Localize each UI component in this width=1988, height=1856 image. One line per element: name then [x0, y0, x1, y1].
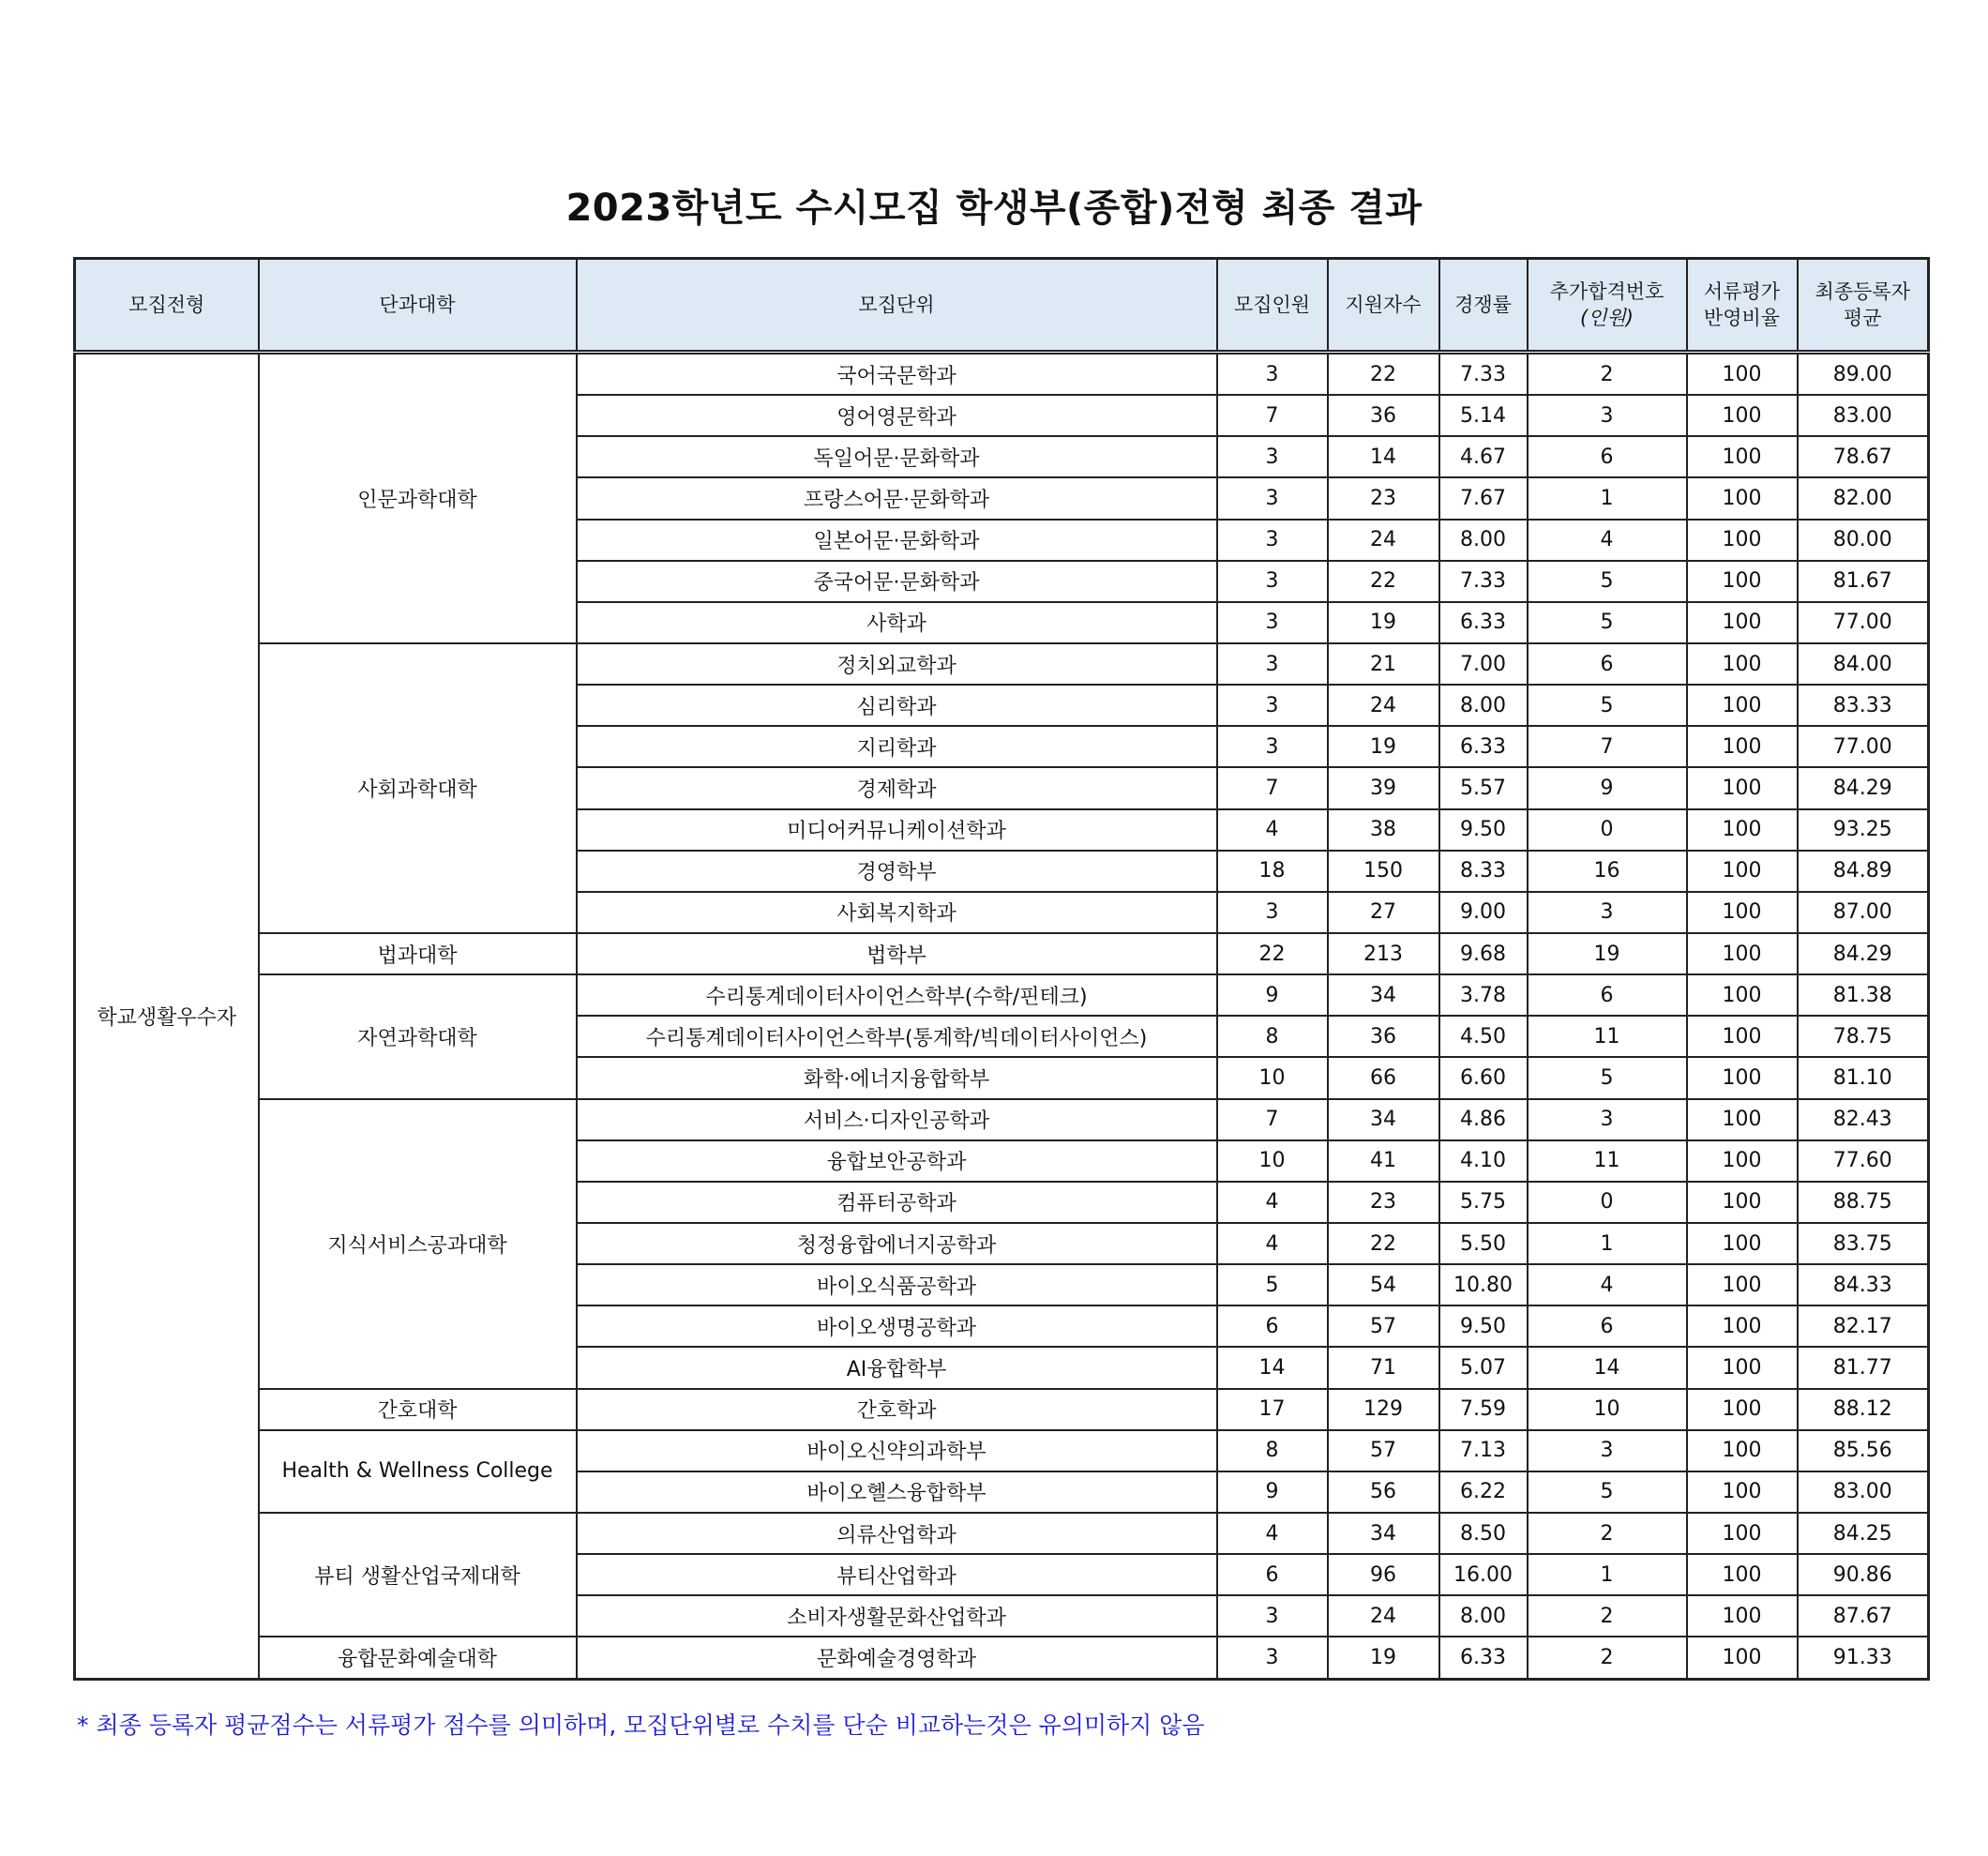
header-ratio: 경쟁률	[1439, 259, 1528, 353]
waitlist-cell: 0	[1528, 809, 1687, 851]
ratio-cell: 8.50	[1439, 1513, 1528, 1554]
applicants-cell: 27	[1328, 892, 1439, 933]
unit-cell: 바이오생명공학과	[577, 1305, 1217, 1347]
quota-cell: 8	[1217, 1430, 1328, 1471]
unit-cell: 뷰티산업학과	[577, 1554, 1217, 1595]
applicants-cell: 56	[1328, 1471, 1439, 1513]
ratio-cell: 6.33	[1439, 602, 1528, 643]
quota-cell: 4	[1217, 1223, 1328, 1264]
quota-cell: 5	[1217, 1264, 1328, 1305]
quota-cell: 6	[1217, 1305, 1328, 1347]
footnote: * 최종 등록자 평균점수는 서류평가 점수를 의미하며, 모집단위별로 수치를 단순 비교하는것은 유의미하지 않음	[77, 1712, 1205, 1739]
unit-cell: 바이오식품공학과	[577, 1264, 1217, 1305]
unit-cell: 수리통계데이터사이언스학부(통계학/빅데이터사이언스)	[577, 1016, 1217, 1057]
header-doc-weight-line2: 반영비율	[1703, 307, 1781, 329]
applicants-cell: 23	[1328, 1182, 1439, 1223]
header-unit: 모집단위	[577, 259, 1217, 353]
quota-cell: 9	[1217, 974, 1328, 1016]
waitlist-cell: 19	[1528, 933, 1687, 974]
doc-weight-cell: 100	[1687, 1637, 1798, 1679]
applicants-cell: 66	[1328, 1057, 1439, 1098]
unit-cell: 정치외교학과	[577, 643, 1217, 685]
unit-cell: 경영학부	[577, 851, 1217, 892]
doc-weight-cell: 100	[1687, 395, 1798, 436]
waitlist-cell: 5	[1528, 1057, 1687, 1098]
quota-cell: 3	[1217, 520, 1328, 561]
applicants-cell: 41	[1328, 1140, 1439, 1182]
applicants-cell: 19	[1328, 1637, 1439, 1679]
unit-cell: 중국어문·문화학과	[577, 561, 1217, 602]
unit-cell: 화학·에너지융합학부	[577, 1057, 1217, 1098]
waitlist-cell: 11	[1528, 1016, 1687, 1057]
college-cell: 간호대학	[259, 1389, 577, 1430]
applicants-cell: 57	[1328, 1305, 1439, 1347]
doc-weight-cell: 100	[1687, 602, 1798, 643]
applicants-cell: 34	[1328, 1099, 1439, 1140]
ratio-cell: 6.33	[1439, 1637, 1528, 1679]
quota-cell: 3	[1217, 436, 1328, 477]
quota-cell: 4	[1217, 1513, 1328, 1554]
average-cell: 87.67	[1798, 1595, 1929, 1637]
applicants-cell: 213	[1328, 933, 1439, 974]
quota-cell: 3	[1217, 726, 1328, 767]
applicants-cell: 23	[1328, 477, 1439, 519]
applicants-cell: 19	[1328, 726, 1439, 767]
average-cell: 81.77	[1798, 1347, 1929, 1388]
doc-weight-cell: 100	[1687, 477, 1798, 519]
doc-weight-cell: 100	[1687, 1471, 1798, 1513]
doc-weight-cell: 100	[1687, 1430, 1798, 1471]
table-row	[75, 643, 1929, 685]
waitlist-cell: 11	[1528, 1140, 1687, 1182]
average-cell: 85.56	[1798, 1430, 1929, 1471]
waitlist-cell: 0	[1528, 1182, 1687, 1223]
quota-cell: 7	[1217, 767, 1328, 808]
doc-weight-cell: 100	[1687, 353, 1798, 396]
ratio-cell: 6.60	[1439, 1057, 1528, 1098]
college-cell: 자연과학대학	[259, 974, 577, 1098]
unit-cell: AI융합학부	[577, 1347, 1217, 1388]
applicants-cell: 34	[1328, 974, 1439, 1016]
ratio-cell: 4.50	[1439, 1016, 1528, 1057]
doc-weight-cell: 100	[1687, 1554, 1798, 1595]
header-track: 모집전형	[75, 259, 259, 353]
header-average-line2: 평균	[1843, 307, 1882, 329]
average-cell: 90.86	[1798, 1554, 1929, 1595]
unit-cell: 컴퓨터공학과	[577, 1182, 1217, 1223]
applicants-cell: 150	[1328, 851, 1439, 892]
average-cell: 82.43	[1798, 1099, 1929, 1140]
header-waitlist	[1528, 259, 1687, 353]
waitlist-cell: 2	[1528, 1595, 1687, 1637]
waitlist-cell: 10	[1528, 1389, 1687, 1430]
ratio-cell: 5.50	[1439, 1223, 1528, 1264]
table-row	[75, 353, 1929, 396]
unit-cell: 법학부	[577, 933, 1217, 974]
applicants-cell: 34	[1328, 1513, 1439, 1554]
doc-weight-cell: 100	[1687, 1264, 1798, 1305]
doc-weight-cell: 100	[1687, 1182, 1798, 1223]
average-cell: 78.75	[1798, 1016, 1929, 1057]
doc-weight-cell: 100	[1687, 1223, 1798, 1264]
average-cell: 82.00	[1798, 477, 1929, 519]
ratio-cell: 7.33	[1439, 353, 1528, 396]
quota-cell: 3	[1217, 477, 1328, 519]
ratio-cell: 5.14	[1439, 395, 1528, 436]
average-cell: 81.38	[1798, 974, 1929, 1016]
waitlist-cell: 3	[1528, 1430, 1687, 1471]
applicants-cell: 57	[1328, 1430, 1439, 1471]
ratio-cell: 4.67	[1439, 436, 1528, 477]
table-row	[75, 933, 1929, 974]
ratio-cell: 8.00	[1439, 1595, 1528, 1637]
ratio-cell: 7.00	[1439, 643, 1528, 685]
quota-cell: 9	[1217, 1471, 1328, 1513]
quota-cell: 8	[1217, 1016, 1328, 1057]
doc-weight-cell: 100	[1687, 436, 1798, 477]
doc-weight-cell: 100	[1687, 892, 1798, 933]
applicants-cell: 38	[1328, 809, 1439, 851]
waitlist-cell: 6	[1528, 974, 1687, 1016]
unit-cell: 경제학과	[577, 767, 1217, 808]
waitlist-cell: 6	[1528, 1305, 1687, 1347]
ratio-cell: 5.57	[1439, 767, 1528, 808]
table-row	[75, 1637, 1929, 1679]
applicants-cell: 22	[1328, 561, 1439, 602]
applicants-cell: 54	[1328, 1264, 1439, 1305]
applicants-cell: 21	[1328, 643, 1439, 685]
average-cell: 83.00	[1798, 1471, 1929, 1513]
waitlist-cell: 5	[1528, 602, 1687, 643]
applicants-cell: 129	[1328, 1389, 1439, 1430]
waitlist-cell: 3	[1528, 892, 1687, 933]
average-cell: 89.00	[1798, 353, 1929, 396]
quota-cell: 17	[1217, 1389, 1328, 1430]
average-cell: 84.89	[1798, 851, 1929, 892]
ratio-cell: 7.67	[1439, 477, 1528, 519]
doc-weight-cell: 100	[1687, 851, 1798, 892]
applicants-cell: 96	[1328, 1554, 1439, 1595]
unit-cell: 미디어커뮤니케이션학과	[577, 809, 1217, 851]
quota-cell: 3	[1217, 892, 1328, 933]
quota-cell: 14	[1217, 1347, 1328, 1388]
unit-cell: 서비스·디자인공학과	[577, 1099, 1217, 1140]
average-cell: 83.00	[1798, 395, 1929, 436]
ratio-cell: 5.07	[1439, 1347, 1528, 1388]
header-doc-weight-line1: 서류평가	[1703, 279, 1781, 303]
quota-cell: 10	[1217, 1140, 1328, 1182]
doc-weight-cell: 100	[1687, 1347, 1798, 1388]
waitlist-cell: 2	[1528, 1637, 1687, 1679]
doc-weight-cell: 100	[1687, 1595, 1798, 1637]
waitlist-cell: 2	[1528, 353, 1687, 396]
unit-cell: 수리통계데이터사이언스학부(수학/핀테크)	[577, 974, 1217, 1016]
unit-cell: 바이오신약의과학부	[577, 1430, 1217, 1471]
unit-cell: 심리학과	[577, 685, 1217, 726]
doc-weight-cell: 100	[1687, 974, 1798, 1016]
applicants-cell: 36	[1328, 1016, 1439, 1057]
header-average-line1: 최종등록자	[1815, 279, 1910, 303]
unit-cell: 지리학과	[577, 726, 1217, 767]
waitlist-cell: 1	[1528, 1223, 1687, 1264]
unit-cell: 일본어문·문화학과	[577, 520, 1217, 561]
quota-cell: 3	[1217, 561, 1328, 602]
waitlist-cell: 3	[1528, 1099, 1687, 1140]
college-cell: 사회과학대학	[259, 643, 577, 933]
header-average	[1798, 259, 1929, 353]
header-quota: 모집인원	[1217, 259, 1328, 353]
unit-cell: 국어국문학과	[577, 353, 1217, 396]
waitlist-cell: 4	[1528, 520, 1687, 561]
waitlist-cell: 4	[1528, 1264, 1687, 1305]
waitlist-cell: 6	[1528, 643, 1687, 685]
ratio-cell: 4.10	[1439, 1140, 1528, 1182]
page-title: 2023학년도 수시모집 학생부(종합)전형 최종 결과	[565, 187, 1423, 230]
unit-cell: 사회복지학과	[577, 892, 1217, 933]
unit-cell: 독일어문·문화학과	[577, 436, 1217, 477]
unit-cell: 프랑스어문·문화학과	[577, 477, 1217, 519]
header-waitlist-line1: 추가합격번호	[1549, 279, 1664, 303]
applicants-cell: 71	[1328, 1347, 1439, 1388]
ratio-cell: 8.00	[1439, 685, 1528, 726]
applicants-cell: 36	[1328, 395, 1439, 436]
doc-weight-cell: 100	[1687, 520, 1798, 561]
doc-weight-cell: 100	[1687, 1513, 1798, 1554]
average-cell: 83.33	[1798, 685, 1929, 726]
unit-cell: 소비자생활문화산업학과	[577, 1595, 1217, 1637]
waitlist-cell: 9	[1528, 767, 1687, 808]
ratio-cell: 8.33	[1439, 851, 1528, 892]
college-cell: 지식서비스공과대학	[259, 1099, 577, 1389]
doc-weight-cell: 100	[1687, 561, 1798, 602]
average-cell: 83.75	[1798, 1223, 1929, 1264]
unit-cell: 사학과	[577, 602, 1217, 643]
quota-cell: 3	[1217, 643, 1328, 685]
average-cell: 84.29	[1798, 767, 1929, 808]
college-cell: Health & Wellness College	[259, 1430, 577, 1513]
applicants-cell: 14	[1328, 436, 1439, 477]
average-cell: 77.60	[1798, 1140, 1929, 1182]
applicants-cell: 22	[1328, 353, 1439, 396]
waitlist-cell: 5	[1528, 685, 1687, 726]
average-cell: 77.00	[1798, 726, 1929, 767]
applicants-cell: 39	[1328, 767, 1439, 808]
doc-weight-cell: 100	[1687, 767, 1798, 808]
average-cell: 78.67	[1798, 436, 1929, 477]
waitlist-cell: 6	[1528, 436, 1687, 477]
quota-cell: 18	[1217, 851, 1328, 892]
doc-weight-cell: 100	[1687, 1140, 1798, 1182]
average-cell: 84.29	[1798, 933, 1929, 974]
ratio-cell: 7.13	[1439, 1430, 1528, 1471]
average-cell: 88.12	[1798, 1389, 1929, 1430]
college-cell: 법과대학	[259, 933, 577, 974]
unit-cell: 문화예술경영학과	[577, 1637, 1217, 1679]
quota-cell: 3	[1217, 685, 1328, 726]
average-cell: 87.00	[1798, 892, 1929, 933]
unit-cell: 영어영문학과	[577, 395, 1217, 436]
ratio-cell: 9.68	[1439, 933, 1528, 974]
waitlist-cell: 16	[1528, 851, 1687, 892]
doc-weight-cell: 100	[1687, 809, 1798, 851]
header-waitlist-line2: (인원)	[1580, 307, 1634, 329]
table-row	[75, 1099, 1929, 1140]
header-row	[75, 259, 1929, 353]
applicants-cell: 24	[1328, 685, 1439, 726]
ratio-cell: 9.50	[1439, 1305, 1528, 1347]
doc-weight-cell: 100	[1687, 643, 1798, 685]
waitlist-cell: 1	[1528, 1554, 1687, 1595]
average-cell: 88.75	[1798, 1182, 1929, 1223]
average-cell: 81.67	[1798, 561, 1929, 602]
ratio-cell: 6.22	[1439, 1471, 1528, 1513]
average-cell: 82.17	[1798, 1305, 1929, 1347]
applicants-cell: 24	[1328, 520, 1439, 561]
average-cell: 91.33	[1798, 1637, 1929, 1679]
table-row	[75, 1389, 1929, 1430]
waitlist-cell: 1	[1528, 477, 1687, 519]
waitlist-cell: 14	[1528, 1347, 1687, 1388]
ratio-cell: 7.59	[1439, 1389, 1528, 1430]
waitlist-cell: 3	[1528, 395, 1687, 436]
ratio-cell: 7.33	[1439, 561, 1528, 602]
doc-weight-cell: 100	[1687, 1389, 1798, 1430]
track-cell: 학교생활우수자	[75, 353, 259, 1680]
doc-weight-cell: 100	[1687, 1016, 1798, 1057]
waitlist-cell: 5	[1528, 561, 1687, 602]
quota-cell: 3	[1217, 1595, 1328, 1637]
quota-cell: 3	[1217, 1637, 1328, 1679]
doc-weight-cell: 100	[1687, 1057, 1798, 1098]
doc-weight-cell: 100	[1687, 933, 1798, 974]
quota-cell: 7	[1217, 395, 1328, 436]
unit-cell: 청정융합에너지공학과	[577, 1223, 1217, 1264]
waitlist-cell: 2	[1528, 1513, 1687, 1554]
average-cell: 80.00	[1798, 520, 1929, 561]
doc-weight-cell: 100	[1687, 726, 1798, 767]
quota-cell: 3	[1217, 353, 1328, 396]
results-table	[73, 257, 1930, 1681]
quota-cell: 4	[1217, 809, 1328, 851]
applicants-cell: 19	[1328, 602, 1439, 643]
ratio-cell: 6.33	[1439, 726, 1528, 767]
unit-cell: 융합보안공학과	[577, 1140, 1217, 1182]
average-cell: 77.00	[1798, 602, 1929, 643]
applicants-cell: 22	[1328, 1223, 1439, 1264]
college-cell: 인문과학대학	[259, 353, 577, 644]
quota-cell: 6	[1217, 1554, 1328, 1595]
unit-cell: 바이오헬스융합학부	[577, 1471, 1217, 1513]
ratio-cell: 4.86	[1439, 1099, 1528, 1140]
table-row	[75, 974, 1929, 1016]
average-cell: 93.25	[1798, 809, 1929, 851]
unit-cell: 의류산업학과	[577, 1513, 1217, 1554]
ratio-cell: 16.00	[1439, 1554, 1528, 1595]
ratio-cell: 9.50	[1439, 809, 1528, 851]
ratio-cell: 8.00	[1439, 520, 1528, 561]
doc-weight-cell: 100	[1687, 685, 1798, 726]
average-cell: 84.25	[1798, 1513, 1929, 1554]
ratio-cell: 3.78	[1439, 974, 1528, 1016]
header-doc-weight	[1687, 259, 1798, 353]
quota-cell: 22	[1217, 933, 1328, 974]
waitlist-cell: 5	[1528, 1471, 1687, 1513]
college-cell: 뷰티 생활산업국제대학	[259, 1513, 577, 1637]
applicants-cell: 24	[1328, 1595, 1439, 1637]
quota-cell: 10	[1217, 1057, 1328, 1098]
table-body	[75, 353, 1929, 1680]
header-applicants: 지원자수	[1328, 259, 1439, 353]
average-cell: 84.33	[1798, 1264, 1929, 1305]
waitlist-cell: 7	[1528, 726, 1687, 767]
ratio-cell: 5.75	[1439, 1182, 1528, 1223]
unit-cell: 간호학과	[577, 1389, 1217, 1430]
ratio-cell: 10.80	[1439, 1264, 1528, 1305]
quota-cell: 7	[1217, 1099, 1328, 1140]
average-cell: 81.10	[1798, 1057, 1929, 1098]
table-row	[75, 1430, 1929, 1471]
table-row	[75, 1513, 1929, 1554]
average-cell: 84.00	[1798, 643, 1929, 685]
quota-cell: 3	[1217, 602, 1328, 643]
doc-weight-cell: 100	[1687, 1305, 1798, 1347]
quota-cell: 4	[1217, 1182, 1328, 1223]
header-college: 단과대학	[259, 259, 577, 353]
doc-weight-cell: 100	[1687, 1099, 1798, 1140]
college-cell: 융합문화예술대학	[259, 1637, 577, 1679]
ratio-cell: 9.00	[1439, 892, 1528, 933]
